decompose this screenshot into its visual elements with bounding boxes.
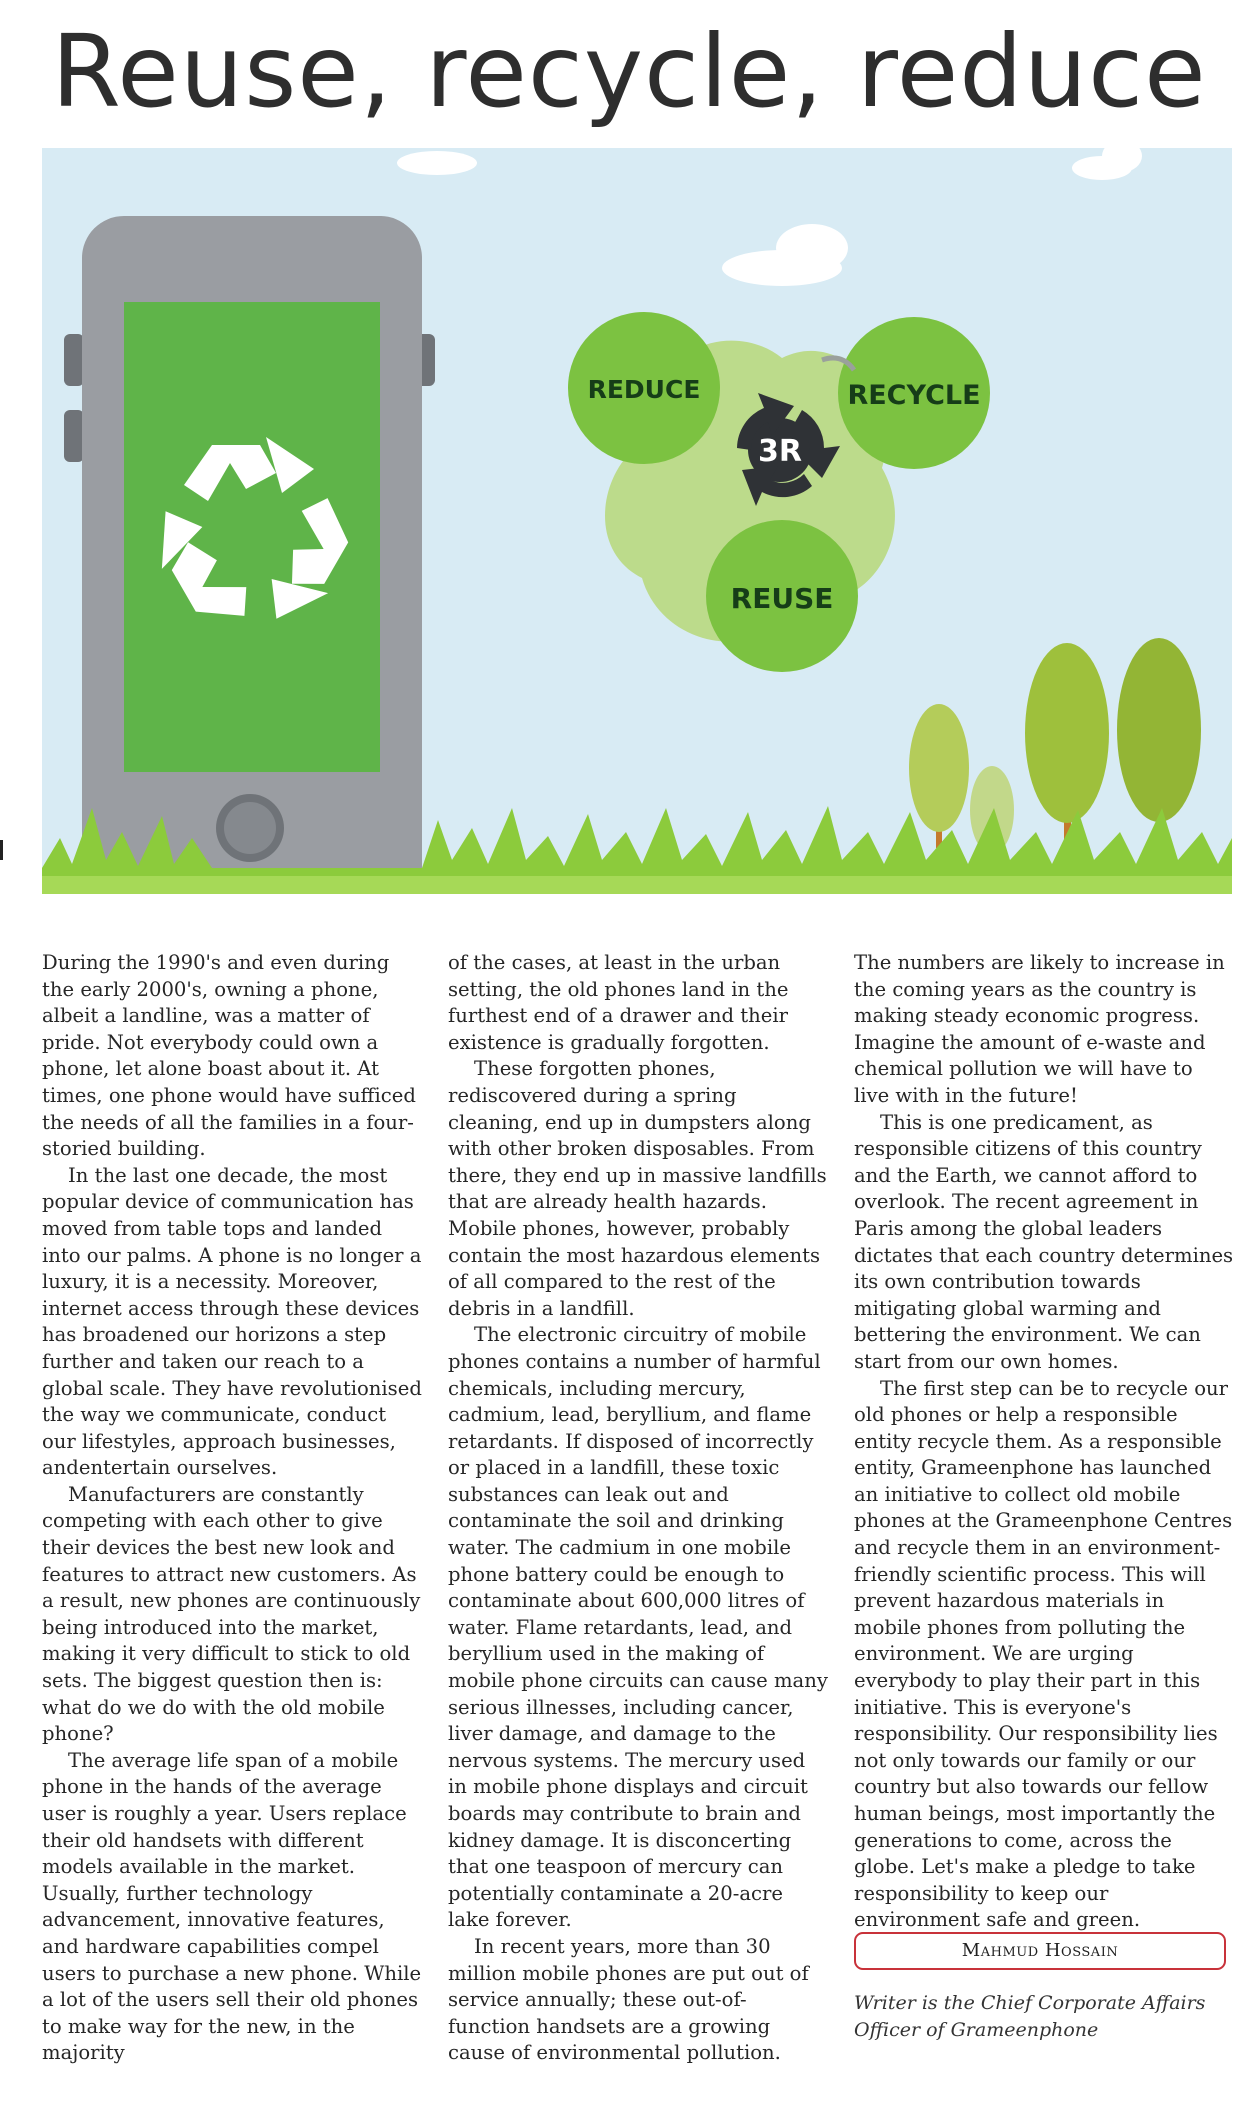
smartphone-icon — [64, 216, 435, 894]
scan-edge-mark — [0, 840, 3, 860]
reduce-label: REDUCE — [587, 375, 701, 404]
author-note: Writer is the Chief Corporate Affairs Officer of Grameenphone — [854, 1992, 1206, 2041]
recycle-illustration — [42, 148, 1232, 894]
paragraph: Manufacturers are constantly competing with each other to give their devices the best new look and features to attract new customers. As a result, new phones are continuously being introduced into the market, making it very difficult to stick to old sets. The biggest question then is: what do we do with the old mobile phone? — [42, 1482, 421, 1746]
headline: Reuse, recycle, reduce — [51, 13, 1207, 130]
article-column-3 — [854, 950, 1234, 1934]
paragraph: The average life span of a mobile phone in the hands of the average user is roughly a year. Users replace their old handsets with different models available in the market. Usually, further technology advancement, innovative features, and hardware capabilities compel users to purchase a new phone. While a lot of the users sell their old phones to make way for the new, in the majority — [42, 1748, 422, 2065]
paragraph: The first step can be to recycle our old phones or help a responsible entity recycle them. As a responsible entity, Grameenphone has launched an initiative to collect old mobile phones at the Grameenphone Centres and recycle them in an environment-friendly scientific process. This will prevent hazardous materials in mobile phones from polluting the environment. We are urging everybody to play their part in this initiative. This is everyone's responsibility. Our responsibility lies not only towards our family or our country but also towards our fellow human beings, most importantly the generations to come, across the globe. Let's make a pledge to take responsibility to keep our environment safe and green. — [854, 1376, 1233, 1932]
paragraph: These forgotten phones, rediscovered during a spring cleaning, end up in dumpsters along with other broken disposables. From there, they end up in massive landfills that are already health hazards. Mobile phones, however, probably contain the most hazardous elements of all compared to the rest of the debris in a landfill. — [448, 1057, 827, 1320]
article-column-1 — [42, 950, 422, 2067]
article-column-2 — [448, 950, 828, 2067]
paragraph: of the cases, at least in the urban setting, the old phones land in the furthest end of a drawer and their existence is gradually forgotten. — [448, 951, 789, 1054]
paragraph: During the 1990's and even during the early 2000's, owning a phone, albeit a landline, was a matter of pride. Not everybody could own a phone, let alone boast about it. At times, one phone would have sufficed the needs of all the families in a four-storied building. — [42, 951, 416, 1161]
author-name-box: Mahmud Hossain — [854, 1932, 1226, 1970]
paragraph: This is one predicament, as responsible citizens of this country and the Earth, we cannot afford to overlook. The recent agreement in Paris among the global leaders dictates that each country determines its own contribution towards mitigating global warming and bettering the environment. We can start from our own homes. — [854, 1110, 1234, 1373]
paragraph: The electronic circuitry of mobile phones contains a number of harmful chemicals, including mercury, cadmium, lead, beryllium, and flame retardants. If disposed of incorrectly or placed in a landfill, these toxic substances can leak out and contaminate the soil and drinking water. The cadmium in one mobile phone battery could be enough to contaminate about 600,000 litres of water. Flame retardants, lead, and beryllium used in the making of mobile phone circuits can cause many serious illnesses, including cancer, liver damage, and damage to the nervous systems. The mercury used in mobile phone displays and circuit boards may contribute to brain and kidney damage. It is disconcerting that one teaspoon of mercury can potentially contaminate a 20-acre lake forever. — [448, 1323, 828, 1932]
paragraph: The numbers are likely to increase in the coming years as the country is making steady economic progress. Imagine the amount of e-waste and chemical pollution we will have to live with in the future! — [854, 951, 1225, 1107]
reuse-label: REUSE — [730, 582, 834, 615]
paragraph: In recent years, more than 30 million mobile phones are put out of service annually; these out-of-function handsets are a growing cause of environmental pollution. — [448, 1934, 809, 2065]
recycle-label: RECYCLE — [847, 380, 981, 411]
three-r-label: 3R — [758, 434, 802, 469]
paragraph: In the last one decade, the most popular device of communication has moved from table tops and landed into our palms. A phone is no longer a luxury, it is a necessity. Moreover, internet access through these devices has broadened our horizons a step further and taken our reach to a global scale. They have revolutionised the way we communicate, conduct our lifestyles, approach businesses, andentertain ourselves. — [42, 1163, 422, 1480]
